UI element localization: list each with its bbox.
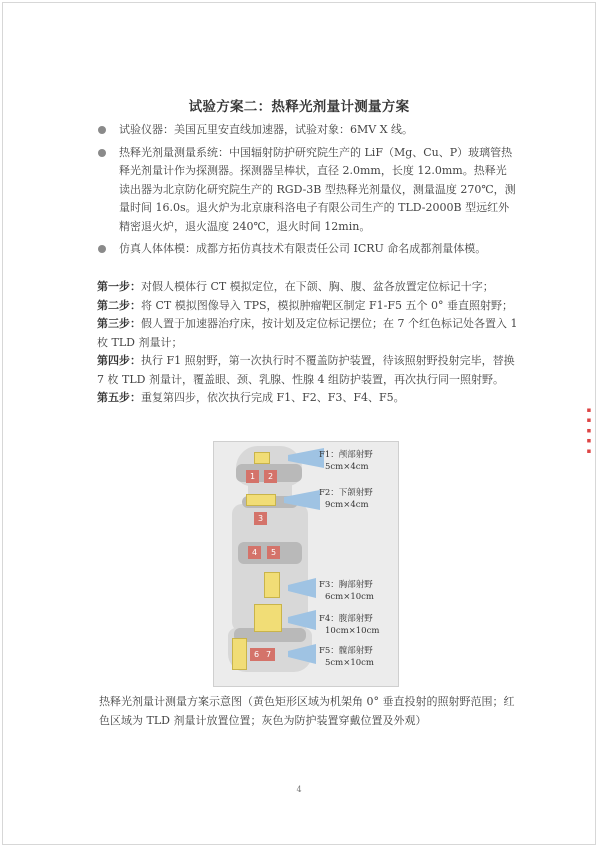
step-3 [97, 315, 523, 352]
field-f1-area [254, 452, 270, 464]
step-label: 第四步： [97, 354, 141, 367]
tld-marker-4: 4 [248, 546, 261, 559]
field-name: F2：下颌射野 [319, 488, 373, 498]
field-f5-label [319, 645, 374, 669]
step-label: 第三步： [97, 317, 141, 330]
bullet-item: 热释光剂量测量系统：中国辐射防护研究院生产的 LiF（Mg、Cu、P）玻璃管热释光剂量计作为探测器。探测器呈棒状，直径 2.0mm，长度 12.0mm。热释光读出器为北京防化研究院生产的 RGD-3B 型热释光剂量仪，测量温度 270℃，测量时间 16.0s。退火炉为北京康科洛电子有限公司生产的 TLD-2000B 型远红外精密退火炉，退火温度 240℃，退火时间 12min。 [97, 144, 517, 237]
margin-stamp-marks: ▪ ▪ ▪ ▪ ▪ [585, 406, 593, 455]
page-number: 4 [296, 785, 302, 794]
field-size: 5cm×10cm [325, 658, 374, 668]
step-text: 执行 F1 照射野，第一次执行时不覆盖防护装置，待该照射野投射完毕，替换 7 枚 TLD 剂量计，覆盖眼、颈、乳腺、性腺 4 组防护装置，再次执行同一照射野。 [97, 354, 515, 386]
step-5 [97, 389, 523, 408]
field-size: 6cm×10cm [325, 592, 374, 602]
field-name: F1：颅部射野 [319, 450, 373, 460]
field-size: 10cm×10cm [325, 626, 380, 636]
tld-marker-2: 2 [264, 470, 277, 483]
tld-marker-6: 6 [250, 648, 263, 661]
field-size: 5cm×4cm [325, 462, 369, 472]
field-f3-label [319, 579, 374, 603]
step-2 [97, 297, 523, 316]
field-f1-label [319, 449, 373, 473]
step-4 [97, 352, 523, 389]
equipment-list [97, 121, 517, 263]
step-label: 第二步： [97, 298, 141, 312]
field-name: F5：髋部射野 [319, 646, 373, 656]
tld-marker-3: 3 [254, 512, 267, 525]
step-text: 对假人模体行 CT 模拟定位，在下颌、胸、腹、盆各放置定位标记十字； [141, 280, 494, 293]
field-f4-area [254, 604, 282, 632]
tld-marker-7: 7 [262, 648, 275, 661]
step-1 [97, 278, 523, 297]
beam-f4-icon [288, 610, 316, 630]
field-size: 9cm×4cm [325, 500, 369, 510]
field-f2-area [246, 494, 276, 506]
step-text: 将 CT 模拟图像导入 TPS，模拟肿瘤靶区制定 F1-F5 五个 0° 垂直照射野； [141, 298, 513, 312]
field-f5-area [232, 638, 247, 670]
figure-caption: 热释光剂量计测量方案示意图（黄色矩形区域为机架角 0° 垂直投射的照射野范围；红色区域为 TLD 剂量计放置位置；灰色为防护装置穿戴位置及外观） [99, 695, 515, 727]
tld-marker-1: 1 [246, 470, 259, 483]
tld-marker-5: 5 [267, 546, 280, 559]
bullet-item: 试验仪器：美国瓦里安直线加速器，试验对象：6MV X 线。 [97, 121, 517, 140]
step-text: 假人置于加速器治疗床，按计划及定位标记摆位；在 7 个红色标记处各置入 1 枚 TLD 剂量计； [97, 317, 518, 349]
field-name: F3：胸部射野 [319, 580, 373, 590]
procedure-steps [97, 278, 523, 408]
step-label: 第五步： [97, 391, 141, 404]
bullet-item: 仿真人体体模：成都方拓仿真技术有限责任公司 ICRU 命名成都剂量体模。 [97, 240, 517, 259]
step-text: 重复第四步，依次执行完成 F1、F2、F3、F4、F5。 [141, 391, 405, 404]
step-label: 第一步： [97, 280, 141, 293]
field-f4-label [319, 613, 379, 637]
field-f2-label [319, 487, 373, 511]
beam-f2-icon [284, 490, 320, 510]
document-page [2, 2, 596, 845]
field-name: F4：腹部射野 [319, 614, 373, 624]
beam-f3-icon [288, 578, 316, 598]
beam-f5-icon [288, 644, 316, 664]
page-title: 试验方案二：热释光剂量计测量方案 [188, 99, 410, 115]
field-f3-area [264, 572, 280, 598]
